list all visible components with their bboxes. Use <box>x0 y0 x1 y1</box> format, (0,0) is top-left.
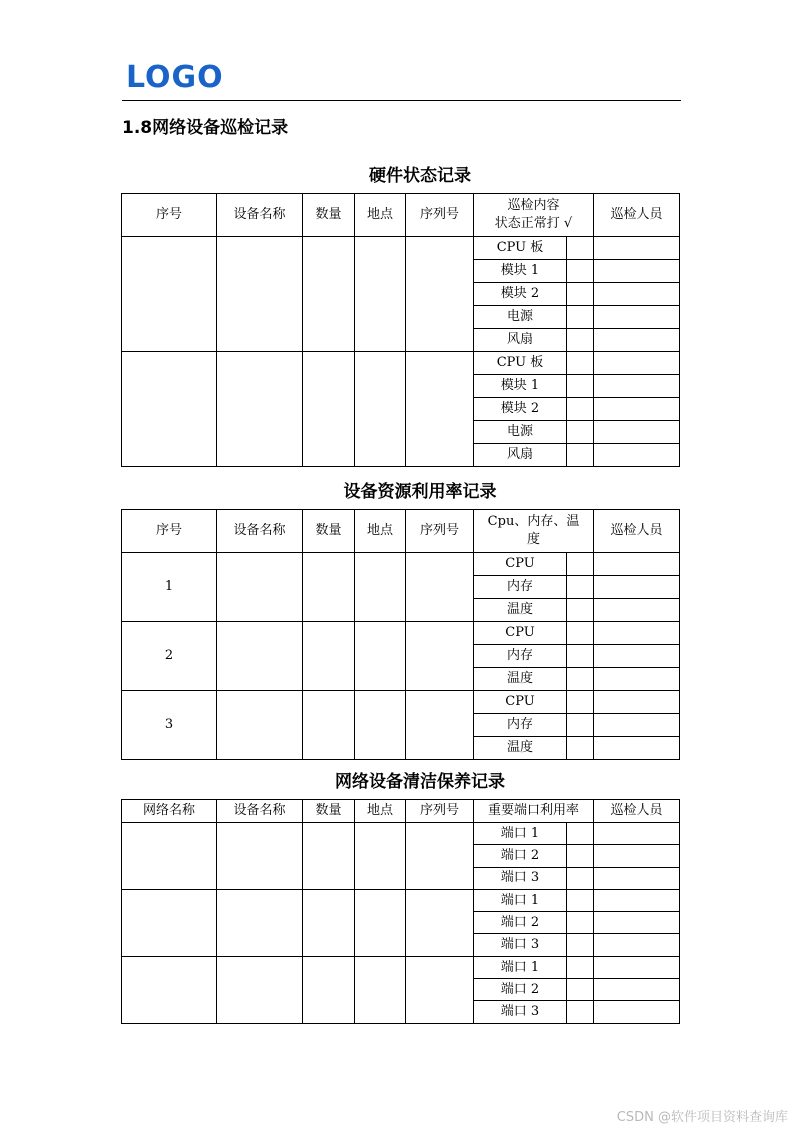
hardware-item-label: 模块 2 <box>474 398 567 421</box>
hardware-item-label: 电源 <box>474 306 567 329</box>
header-inspection-content <box>474 194 594 237</box>
cleaning-item-label: 端口 2 <box>474 845 567 867</box>
cleaning-inspector-cell <box>594 934 680 956</box>
cleaning-check-cell <box>567 889 594 911</box>
hardware-inspector-cell <box>594 329 680 352</box>
header-inspector: 巡检人员 <box>594 800 680 823</box>
header-usage <box>474 510 594 553</box>
hardware-row <box>122 237 680 260</box>
hardware-item-label: 模块 2 <box>474 283 567 306</box>
header-rule <box>122 100 681 101</box>
resource-check-cell <box>567 691 594 714</box>
cleaning-item-label: 端口 1 <box>474 889 567 911</box>
hardware-item-label: CPU 板 <box>474 352 567 375</box>
resource-item-label: CPU <box>474 622 567 645</box>
hardware-item-label: 电源 <box>474 421 567 444</box>
header-serial: 序列号 <box>406 510 474 553</box>
doc-title: 1.8网络设备巡检记录 <box>122 118 289 138</box>
cleaning-item-label: 端口 1 <box>474 956 567 978</box>
hardware-serial-cell <box>406 352 474 467</box>
hardware-check-cell <box>567 421 594 444</box>
header-device-name: 设备名称 <box>217 194 303 237</box>
hardware-inspector-cell <box>594 352 680 375</box>
cleaning-row <box>122 823 680 845</box>
header-device-name: 设备名称 <box>217 510 303 553</box>
hardware-check-cell <box>567 306 594 329</box>
hardware-inspector-cell <box>594 237 680 260</box>
header-inspection-line2: 状态正常打 √ <box>494 216 573 231</box>
cleaning-check-cell <box>567 912 594 934</box>
hardware-quantity-cell <box>303 352 355 467</box>
cleaning-quantity-cell <box>303 823 355 890</box>
hardware-check-cell <box>567 398 594 421</box>
header-usage-line1: Cpu、内存、温 <box>487 514 580 530</box>
resource-check-cell <box>567 576 594 599</box>
resource-location-cell <box>355 691 406 760</box>
hardware-check-cell <box>567 329 594 352</box>
hardware-inspector-cell <box>594 398 680 421</box>
hardware-inspector-cell <box>594 444 680 467</box>
cleaning-check-cell <box>567 867 594 889</box>
cleaning-inspector-cell <box>594 823 680 845</box>
resource-inspector-cell <box>594 737 680 760</box>
cleaning-inspector-cell <box>594 912 680 934</box>
resource-location-cell <box>355 553 406 622</box>
resource-check-cell <box>567 645 594 668</box>
hardware-check-cell <box>567 352 594 375</box>
hardware-inspector-cell <box>594 375 680 398</box>
hardware-inspector-cell <box>594 283 680 306</box>
resource-device-name-cell <box>217 691 303 760</box>
resource-item-label: 内存 <box>474 576 567 599</box>
cleaning-location-cell <box>355 889 406 956</box>
cleaning-device-name-cell <box>217 823 303 890</box>
resource-check-cell <box>567 599 594 622</box>
header-usage-line2: 度 <box>526 532 540 547</box>
header-quantity: 数量 <box>303 510 355 553</box>
resource-item-label: 内存 <box>474 645 567 668</box>
header-index: 序号 <box>122 194 217 237</box>
cleaning-group-index-cell <box>122 956 217 1023</box>
resource-device-name-cell <box>217 553 303 622</box>
resource-location-cell <box>355 622 406 691</box>
cleaning-check-cell <box>567 1001 594 1023</box>
header-location: 地点 <box>355 510 406 553</box>
cleaning-header-row <box>122 800 680 823</box>
resource-item-label: 温度 <box>474 599 567 622</box>
resource-quantity-cell <box>303 691 355 760</box>
cleaning-section-title: 网络设备清洁保养记录 <box>335 772 505 792</box>
cleaning-inspector-cell <box>594 867 680 889</box>
resource-inspector-cell <box>594 599 680 622</box>
cleaning-check-cell <box>567 845 594 867</box>
cleaning-item-label: 端口 1 <box>474 823 567 845</box>
cleaning-inspector-cell <box>594 845 680 867</box>
resource-inspector-cell <box>594 668 680 691</box>
resource-row <box>122 691 680 714</box>
resource-inspector-cell <box>594 714 680 737</box>
header-serial: 序列号 <box>406 194 474 237</box>
resource-check-cell <box>567 737 594 760</box>
resource-quantity-cell <box>303 622 355 691</box>
resource-device-name-cell <box>217 622 303 691</box>
cleaning-device-name-cell <box>217 889 303 956</box>
hardware-table <box>121 193 680 467</box>
hardware-inspector-cell <box>594 421 680 444</box>
cleaning-quantity-cell <box>303 956 355 1023</box>
resource-inspector-cell <box>594 622 680 645</box>
hardware-device-name-cell <box>217 237 303 352</box>
hardware-item-label: 风扇 <box>474 444 567 467</box>
cleaning-check-cell <box>567 934 594 956</box>
resource-serial-cell <box>406 553 474 622</box>
resource-check-cell <box>567 553 594 576</box>
hardware-check-cell <box>567 375 594 398</box>
hardware-section-title: 硬件状态记录 <box>369 166 471 186</box>
hardware-header-row <box>122 194 680 237</box>
hardware-check-cell <box>567 444 594 467</box>
cleaning-item-label: 端口 2 <box>474 912 567 934</box>
resource-inspector-cell <box>594 645 680 668</box>
header-index: 序号 <box>122 510 217 553</box>
resource-check-cell <box>567 714 594 737</box>
header-serial: 序列号 <box>406 800 474 823</box>
hardware-inspector-cell <box>594 306 680 329</box>
cleaning-item-label: 端口 3 <box>474 1001 567 1023</box>
resource-serial-cell <box>406 691 474 760</box>
cleaning-check-cell <box>567 823 594 845</box>
header-inspector: 巡检人员 <box>594 194 680 237</box>
cleaning-check-cell <box>567 979 594 1001</box>
cleaning-inspector-cell <box>594 956 680 978</box>
cleaning-location-cell <box>355 956 406 1023</box>
cleaning-row <box>122 956 680 978</box>
hardware-inspector-cell <box>594 260 680 283</box>
resource-item-label: 温度 <box>474 668 567 691</box>
resource-group-index-cell: 1 <box>122 553 217 622</box>
logo: LOGO <box>126 60 224 95</box>
header-device-name: 设备名称 <box>217 800 303 823</box>
resource-group-index-cell: 2 <box>122 622 217 691</box>
cleaning-group-index-cell <box>122 823 217 890</box>
header-port-usage: 重要端口利用率 <box>474 800 594 823</box>
hardware-check-cell <box>567 237 594 260</box>
resource-item-label: 温度 <box>474 737 567 760</box>
hardware-check-cell <box>567 283 594 306</box>
header-network-name: 网络名称 <box>122 800 217 823</box>
cleaning-serial-cell <box>406 956 474 1023</box>
resource-inspector-cell <box>594 553 680 576</box>
resource-table <box>121 509 680 760</box>
hardware-quantity-cell <box>303 237 355 352</box>
cleaning-inspector-cell <box>594 1001 680 1023</box>
resource-item-label: CPU <box>474 691 567 714</box>
header-location: 地点 <box>355 194 406 237</box>
resource-serial-cell <box>406 622 474 691</box>
cleaning-table <box>121 799 680 1024</box>
hardware-item-label: 模块 1 <box>474 260 567 283</box>
resource-group-index-cell: 3 <box>122 691 217 760</box>
cleaning-inspector-cell <box>594 889 680 911</box>
hardware-location-cell <box>355 237 406 352</box>
cleaning-serial-cell <box>406 823 474 890</box>
cleaning-device-name-cell <box>217 956 303 1023</box>
cleaning-item-label: 端口 3 <box>474 934 567 956</box>
cleaning-inspector-cell <box>594 979 680 1001</box>
hardware-item-label: 模块 1 <box>474 375 567 398</box>
resource-item-label: 内存 <box>474 714 567 737</box>
hardware-check-cell <box>567 260 594 283</box>
hardware-item-label: 风扇 <box>474 329 567 352</box>
watermark: CSDN @软件项目资料查询库 <box>616 1110 788 1125</box>
resource-section-title: 设备资源利用率记录 <box>343 482 497 502</box>
cleaning-group-index-cell <box>122 889 217 956</box>
resource-quantity-cell <box>303 553 355 622</box>
header-location: 地点 <box>355 800 406 823</box>
cleaning-location-cell <box>355 823 406 890</box>
cleaning-item-label: 端口 2 <box>474 979 567 1001</box>
hardware-row <box>122 352 680 375</box>
cleaning-serial-cell <box>406 889 474 956</box>
hardware-item-label: CPU 板 <box>474 237 567 260</box>
resource-row <box>122 622 680 645</box>
hardware-serial-cell <box>406 237 474 352</box>
header-quantity: 数量 <box>303 800 355 823</box>
resource-header-row <box>122 510 680 553</box>
resource-item-label: CPU <box>474 553 567 576</box>
resource-check-cell <box>567 622 594 645</box>
resource-inspector-cell <box>594 576 680 599</box>
cleaning-check-cell <box>567 956 594 978</box>
cleaning-item-label: 端口 3 <box>474 867 567 889</box>
cleaning-row <box>122 889 680 911</box>
resource-inspector-cell <box>594 691 680 714</box>
header-quantity: 数量 <box>303 194 355 237</box>
hardware-location-cell <box>355 352 406 467</box>
hardware-group-index-cell <box>122 352 217 467</box>
hardware-group-index-cell <box>122 237 217 352</box>
resource-check-cell <box>567 668 594 691</box>
cleaning-quantity-cell <box>303 889 355 956</box>
hardware-device-name-cell <box>217 352 303 467</box>
header-inspector: 巡检人员 <box>594 510 680 553</box>
resource-row <box>122 553 680 576</box>
header-inspection-line1: 巡检内容 <box>507 198 560 214</box>
